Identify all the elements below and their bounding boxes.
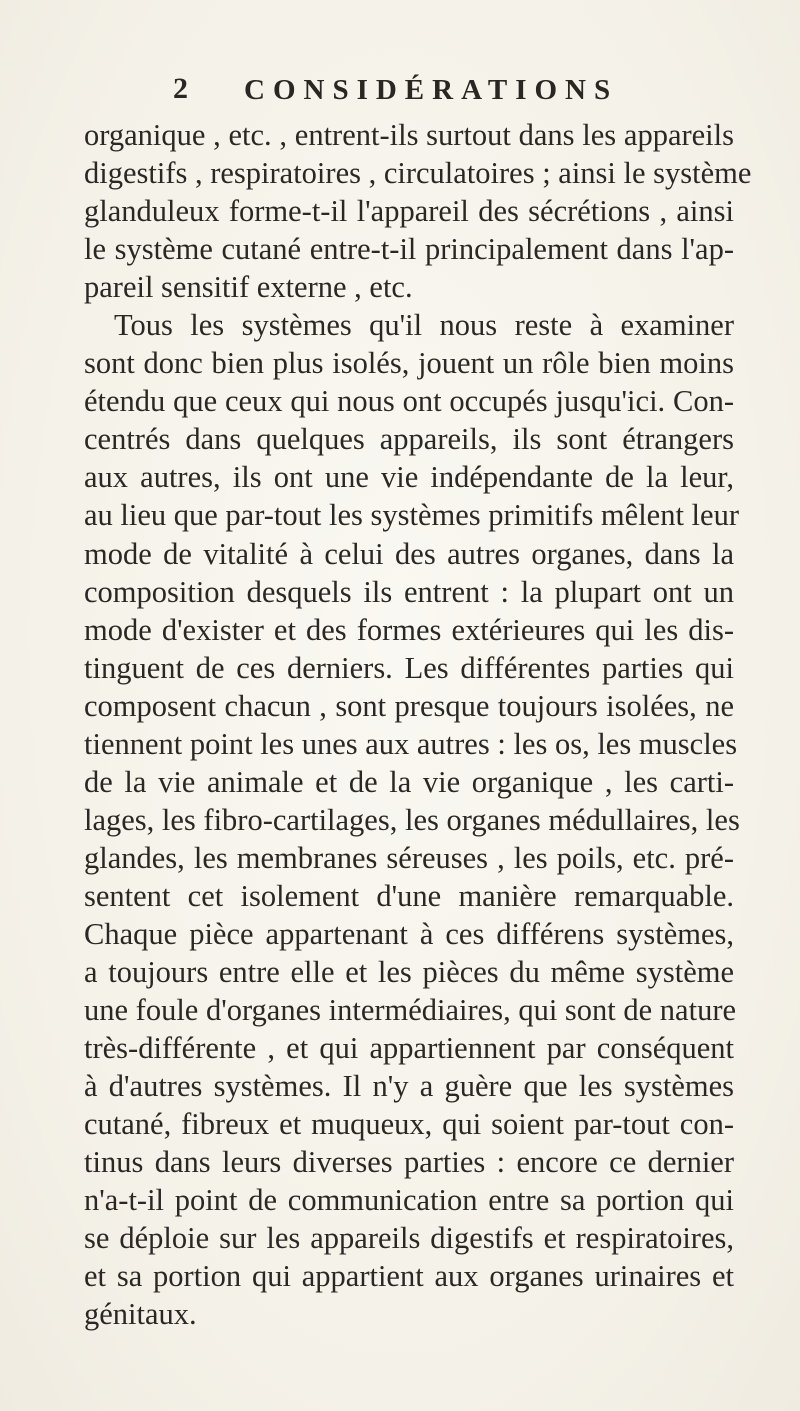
text-line: au lieu que par-tout les systèmes primitifs mêlent leur [84,498,739,533]
text-line: composent chacun , sont presque toujours isolées, ne [84,688,734,723]
page-header [173,72,620,112]
paragraph-start-line: Tous les systèmes qu'il nous reste à examiner [114,308,734,343]
page-number: 2 [173,72,188,105]
text-line: à d'autres systèmes. Il n'y a guère que les systèmes [84,1069,734,1104]
text-line: mode d'exister et des formes extérieures qui les dis- [84,612,734,647]
text-line: glanduleux forme-t-il l'appareil des sécrétions , ainsi [84,194,734,229]
body-text [84,116,752,1334]
text-line: sentent cet isolement d'une manière remarquable. [84,878,734,913]
text-line: tinguent de ces derniers. Les différentes parties qui [84,650,734,685]
text-line: aux autres, ils ont une vie indépendante de la leur, [84,460,734,495]
text-line: le système cutané entre-t-il principalement dans l'ap- [84,232,734,267]
text-line: et sa portion qui appartient aux organes urinaires et [84,1259,734,1294]
text-line: pareil sensitif externe , etc. [84,270,413,305]
text-line: sont donc bien plus isolés, jouent un rôle bien moins [84,346,734,381]
text-line: mode de vitalité à celui des autres organes, dans la [84,536,734,571]
text-line: une foule d'organes intermédiaires, qui sont de nature [84,993,737,1028]
text-line: composition desquels ils entrent : la plupart ont un [84,574,734,609]
text-line: Chaque pièce appartenant à ces différens systèmes, [84,916,734,951]
text-line: très-différente , et qui appartiennent par conséquent [84,1031,734,1066]
text-line: organique , etc. , entrent-ils surtout dans les appareils [84,118,734,152]
text-line: se déploie sur les appareils digestifs et respiratoires, [84,1221,734,1256]
text-line: tiennent point les unes aux autres : les os, les muscles [84,726,738,761]
text-line: centrés dans quelques appareils, ils sont étrangers [84,422,734,457]
running-title: CONSIDÉRATIONS [244,74,619,106]
text-line: lages, les fibro-cartilages, les organes médullaires, les [84,802,740,837]
text-line: digestifs , respiratoires , circulatoires ; ainsi le système [84,156,752,191]
text-line: génitaux. [84,1297,197,1332]
text-line: étendu que ceux qui nous ont occupés jusqu'ici. Con- [84,384,734,419]
text-line: cutané, fibreux et muqueux, qui soient par-tout con- [84,1107,734,1142]
text-line: n'a-t-il point de communication entre sa portion qui [84,1183,734,1218]
text-line: glandes, les membranes séreuses , les poils, etc. pré- [84,840,734,875]
text-line: a toujours entre elle et les pièces du même système [84,955,734,990]
text-line: de la vie animale et de la vie organique , les carti- [84,764,734,799]
text-line: tinus dans leurs diverses parties : encore ce dernier [84,1145,734,1180]
